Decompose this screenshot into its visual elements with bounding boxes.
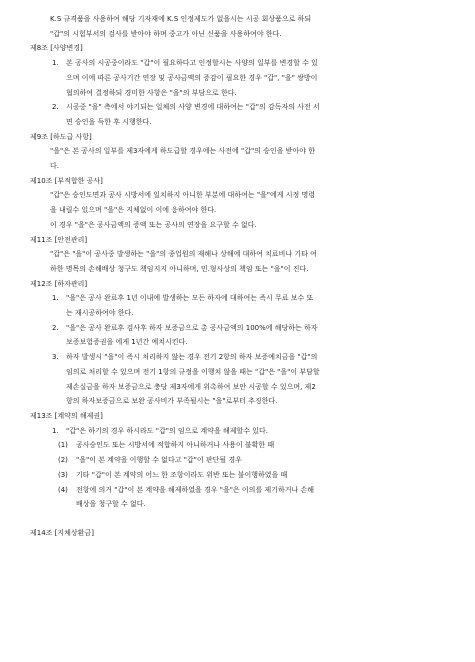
item-line: 하자 발생시 "을"이 즉시 처리하지 않는 경우 전기 2항의 하자 보증예치금을 "갑"의 (66, 353, 318, 362)
item-line: 항의 하자보증금으로 보완 공사비가 부족될시는 "을"로부터 추징한다. (66, 397, 278, 406)
item-line: "을"은 공사 완료후 1년 이내에 발생하는 모든 하자에 대하여는 즉시 무료 보수 또 (66, 294, 314, 303)
article-8-item-2 (30, 100, 445, 129)
item-line: 협의하여 결정하되 경미한 사항은 "을"의 부담으로 한다. (66, 88, 237, 97)
article-10-line: 을 내릴수 있으며 "을"은 지체없이 이에 응하여야 한다. (50, 206, 217, 215)
item-line: 본 공사의 시공중이라도 "갑"이 필요하다고 인정할시는 사양의 일부를 변경할 수 있 (66, 59, 318, 68)
intro-line: "갑"의 시험부서의 검사를 받아야 하며 중고가 아닌 신품을 사용하여야 한다. (50, 29, 282, 38)
item-line: 으며 이에 따른 공사기간 연장 및 공사금액의 증감이 필요한 경우 "갑", "을" 쌍방이 (66, 73, 318, 82)
article-13-heading: 제13조 [계약의 해제권] (30, 411, 103, 420)
sub-number: (4) (58, 485, 68, 494)
article-13-sub-3 (30, 468, 445, 483)
article-11-line: "갑"은 "을"이 공사중 발생하는 "을"의 종업원의 재해나 상해에 대하여 치료비나 기타 여 (50, 250, 317, 259)
item-line: 면 승인을 득한 후 시행한다. (66, 117, 152, 126)
sub-line: 배상을 청구할 수 없다. (76, 500, 146, 509)
item-number: 2. (52, 103, 59, 112)
item-line: 시공중 "을" 측에서 야기되는 일체의 사양 변경에 대하여는 "갑"의 감독자의 사전 서 (66, 103, 320, 112)
item-line: 보증보험증권을 에게 1년간 예치시킨다. (66, 338, 188, 347)
article-8-item-1 (30, 56, 445, 100)
article-14-heading: 제14조 [지체상환금] (30, 528, 94, 537)
item-number: 1. (52, 59, 59, 68)
sub-number: (3) (58, 470, 68, 479)
article-10-line: 이 경우 "을"은 공사금액의 증액 또는 공사의 연장을 요구할 수 없다. (50, 220, 257, 229)
article-13-sub-2 (30, 453, 445, 468)
item-line: 제손실금을 하자 보증금으로 충당 제3자에게 위촉하여 보안 시공할 수 있으며, 제2 (66, 382, 316, 391)
article-9-line: 다. (50, 162, 59, 171)
intro-line: K.S 규격품을 사용하여 해당 기자재에 K.S 인정제도가 없을시는 시공 회상품으로 하되 (50, 15, 312, 23)
item-number: 2. (52, 323, 59, 332)
item-line: 는 재시공하여야 한다. (66, 309, 134, 318)
item-number: 1. (52, 426, 59, 435)
item-line: "갑"은 하기의 경우 하시라도 "갑"의 임으로 계약을 해제할수 있다. (66, 426, 268, 435)
article-8-heading: 제8조 [사양변경] (30, 44, 83, 53)
item-line: 임의로 처리할 수 있으며 전기 1항의 규정을 이행치 않을 때는 "갑"은 "을"이 부담할 (66, 367, 320, 376)
article-9-line: "을"은 본 공사의 일부를 제3자에게 하도급할 경우에는 사전에 "갑"의 승인을 받아야 한 (50, 147, 315, 156)
article-12-item-1 (30, 291, 445, 320)
article-9-heading: 제9조 [하도급 사항] (30, 132, 92, 141)
article-13-sub-1 (30, 438, 445, 453)
article-13-item-1 (30, 424, 445, 439)
sub-line: 공사승인도 또는 시방서에 적합하지 아니하거나 사용이 불확한 때 (76, 441, 275, 450)
article-11-heading: 제11조 [안전관리] (30, 235, 88, 244)
sub-number: (1) (58, 441, 68, 450)
sub-line: "을"이 본 계약을 이행할 수 없다고 "갑"이 판단될 경우 (76, 456, 242, 465)
article-12-heading: 제12조 [하자관리] (30, 279, 88, 288)
sub-number: (2) (58, 456, 68, 465)
article-11-line: 하한 명목의 손해배상 청구도 책임지지 아니하며, 민.형사상의 책임 또는 "을"이 진다. (50, 264, 309, 273)
spacer (30, 512, 445, 526)
article-10-line: "갑"은 승인도면과 공사 시방서에 일치하지 아니한 부분에 대하여는 "을"에게 시정 명령 (50, 191, 316, 200)
sub-line: 기타 "갑"이 본 계약의 어느 한 조항이라도 위반 또는 불이행하였을 때 (76, 470, 288, 479)
sub-line: 전항에 의거 "갑"이 본 계약을 해제하였을 경우 "을"은 이의를 제기하거나 손해 (76, 485, 314, 494)
item-number: 1. (52, 294, 59, 303)
article-10-heading: 제10조 [부적합한 공사] (30, 176, 103, 185)
item-number: 3. (52, 353, 59, 362)
article-12-item-2 (30, 321, 445, 350)
article-13-sub-4 (30, 483, 445, 512)
item-line: "을"은 공사 완료후 검사후 하자 보증금으로 총 공사금액의 100%에 해당하는 하자 (66, 323, 318, 332)
article-12-item-3 (30, 350, 445, 409)
